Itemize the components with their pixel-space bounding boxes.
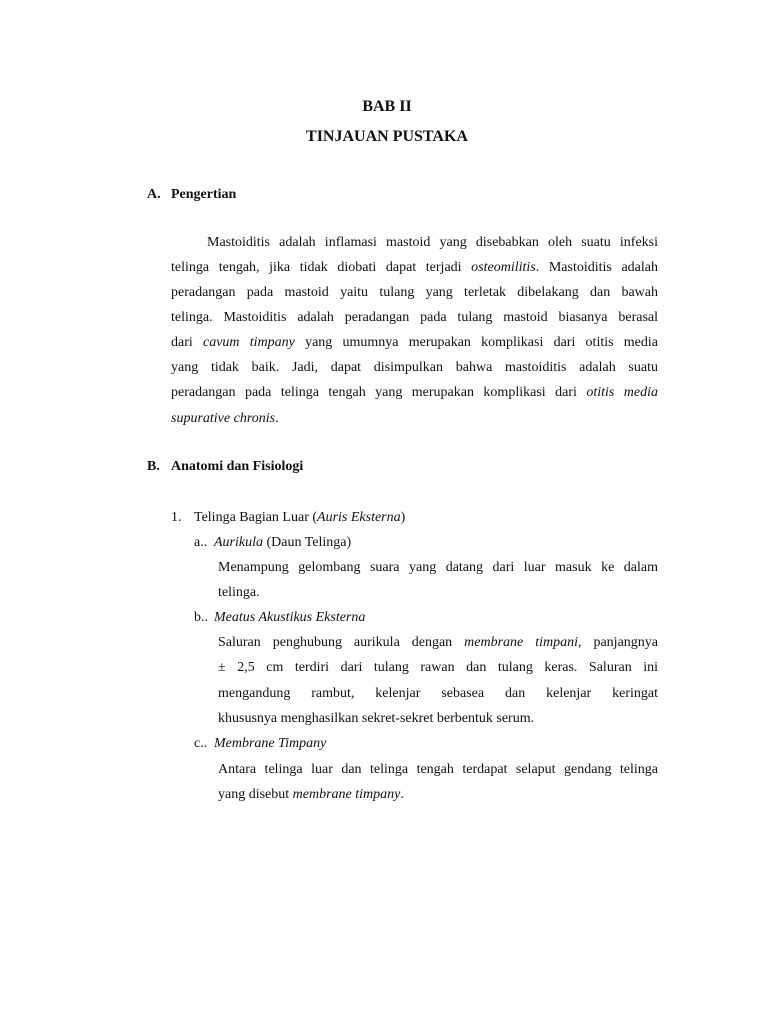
list-item-title: Telinga Bagian Luar (Auris Eksterna): [194, 510, 406, 525]
paragraph-line: supurative chronis.: [171, 411, 279, 426]
sub-item-text-line: ± 2,5 cm terdiri dari tulang rawan dan tulang keras. Saluran ini: [218, 660, 658, 675]
sub-item-title: Membrane Timpany: [214, 736, 327, 751]
section-b-heading: Anatomi dan Fisiologi: [171, 459, 304, 474]
section-b-marker: B.: [147, 459, 160, 474]
sub-item-label: b..: [194, 610, 208, 625]
sub-item-text-line: Saluran penghubung aurikula dengan membrane timpani, panjangnya: [218, 635, 658, 650]
sub-item-text-line: Antara telinga luar dan telinga tengah terdapat selaput gendang telinga: [218, 762, 658, 777]
paragraph-line: telinga tengah, jika tidak diobati dapat terjadi osteomilitis. Mastoiditis adalah: [171, 260, 659, 275]
paragraph-line: telinga. Mastoiditis adalah peradangan pada tulang mastoid biasanya berasal: [171, 310, 658, 325]
paragraph-line: peradangan pada telinga tengah yang merupakan komplikasi dari otitis media: [171, 385, 658, 400]
section-a-marker: A.: [147, 187, 161, 202]
chapter-title: TINJAUAN PUSTAKA: [306, 128, 468, 145]
sub-item-text-line: mengandung rambut, kelenjar sebasea dan kelenjar keringat: [218, 686, 658, 701]
paragraph-line: peradangan pada mastoid yaitu tulang yang terletak dibelakang dan bawah: [171, 285, 658, 300]
sub-item-label: a..: [194, 535, 208, 550]
chapter-number: BAB II: [362, 98, 412, 115]
sub-item-title: Aurikula (Daun Telinga): [214, 535, 352, 550]
sub-item-label: c..: [194, 736, 208, 751]
sub-item-text-line: khususnya menghasilkan sekret-sekret berbentuk serum.: [218, 711, 535, 726]
section-a-heading: Pengertian: [171, 187, 237, 202]
sub-item-text-line: yang disebut membrane timpany.: [218, 787, 404, 802]
sub-item-title: Meatus Akustikus Eksterna: [214, 610, 366, 625]
sub-item-text-line: Menampung gelombang suara yang datang dari luar masuk ke dalam: [218, 560, 658, 575]
list-item-number: 1.: [171, 510, 182, 525]
paragraph-line: dari cavum timpany yang umumnya merupakan komplikasi dari otitis media: [171, 335, 658, 350]
paragraph-line: yang tidak baik. Jadi, dapat disimpulkan bahwa mastoiditis adalah suatu: [171, 360, 658, 375]
paragraph-line: Mastoiditis adalah inflamasi mastoid yang disebabkan oleh suatu infeksi: [207, 235, 658, 250]
sub-item-text-line: telinga.: [218, 585, 260, 600]
